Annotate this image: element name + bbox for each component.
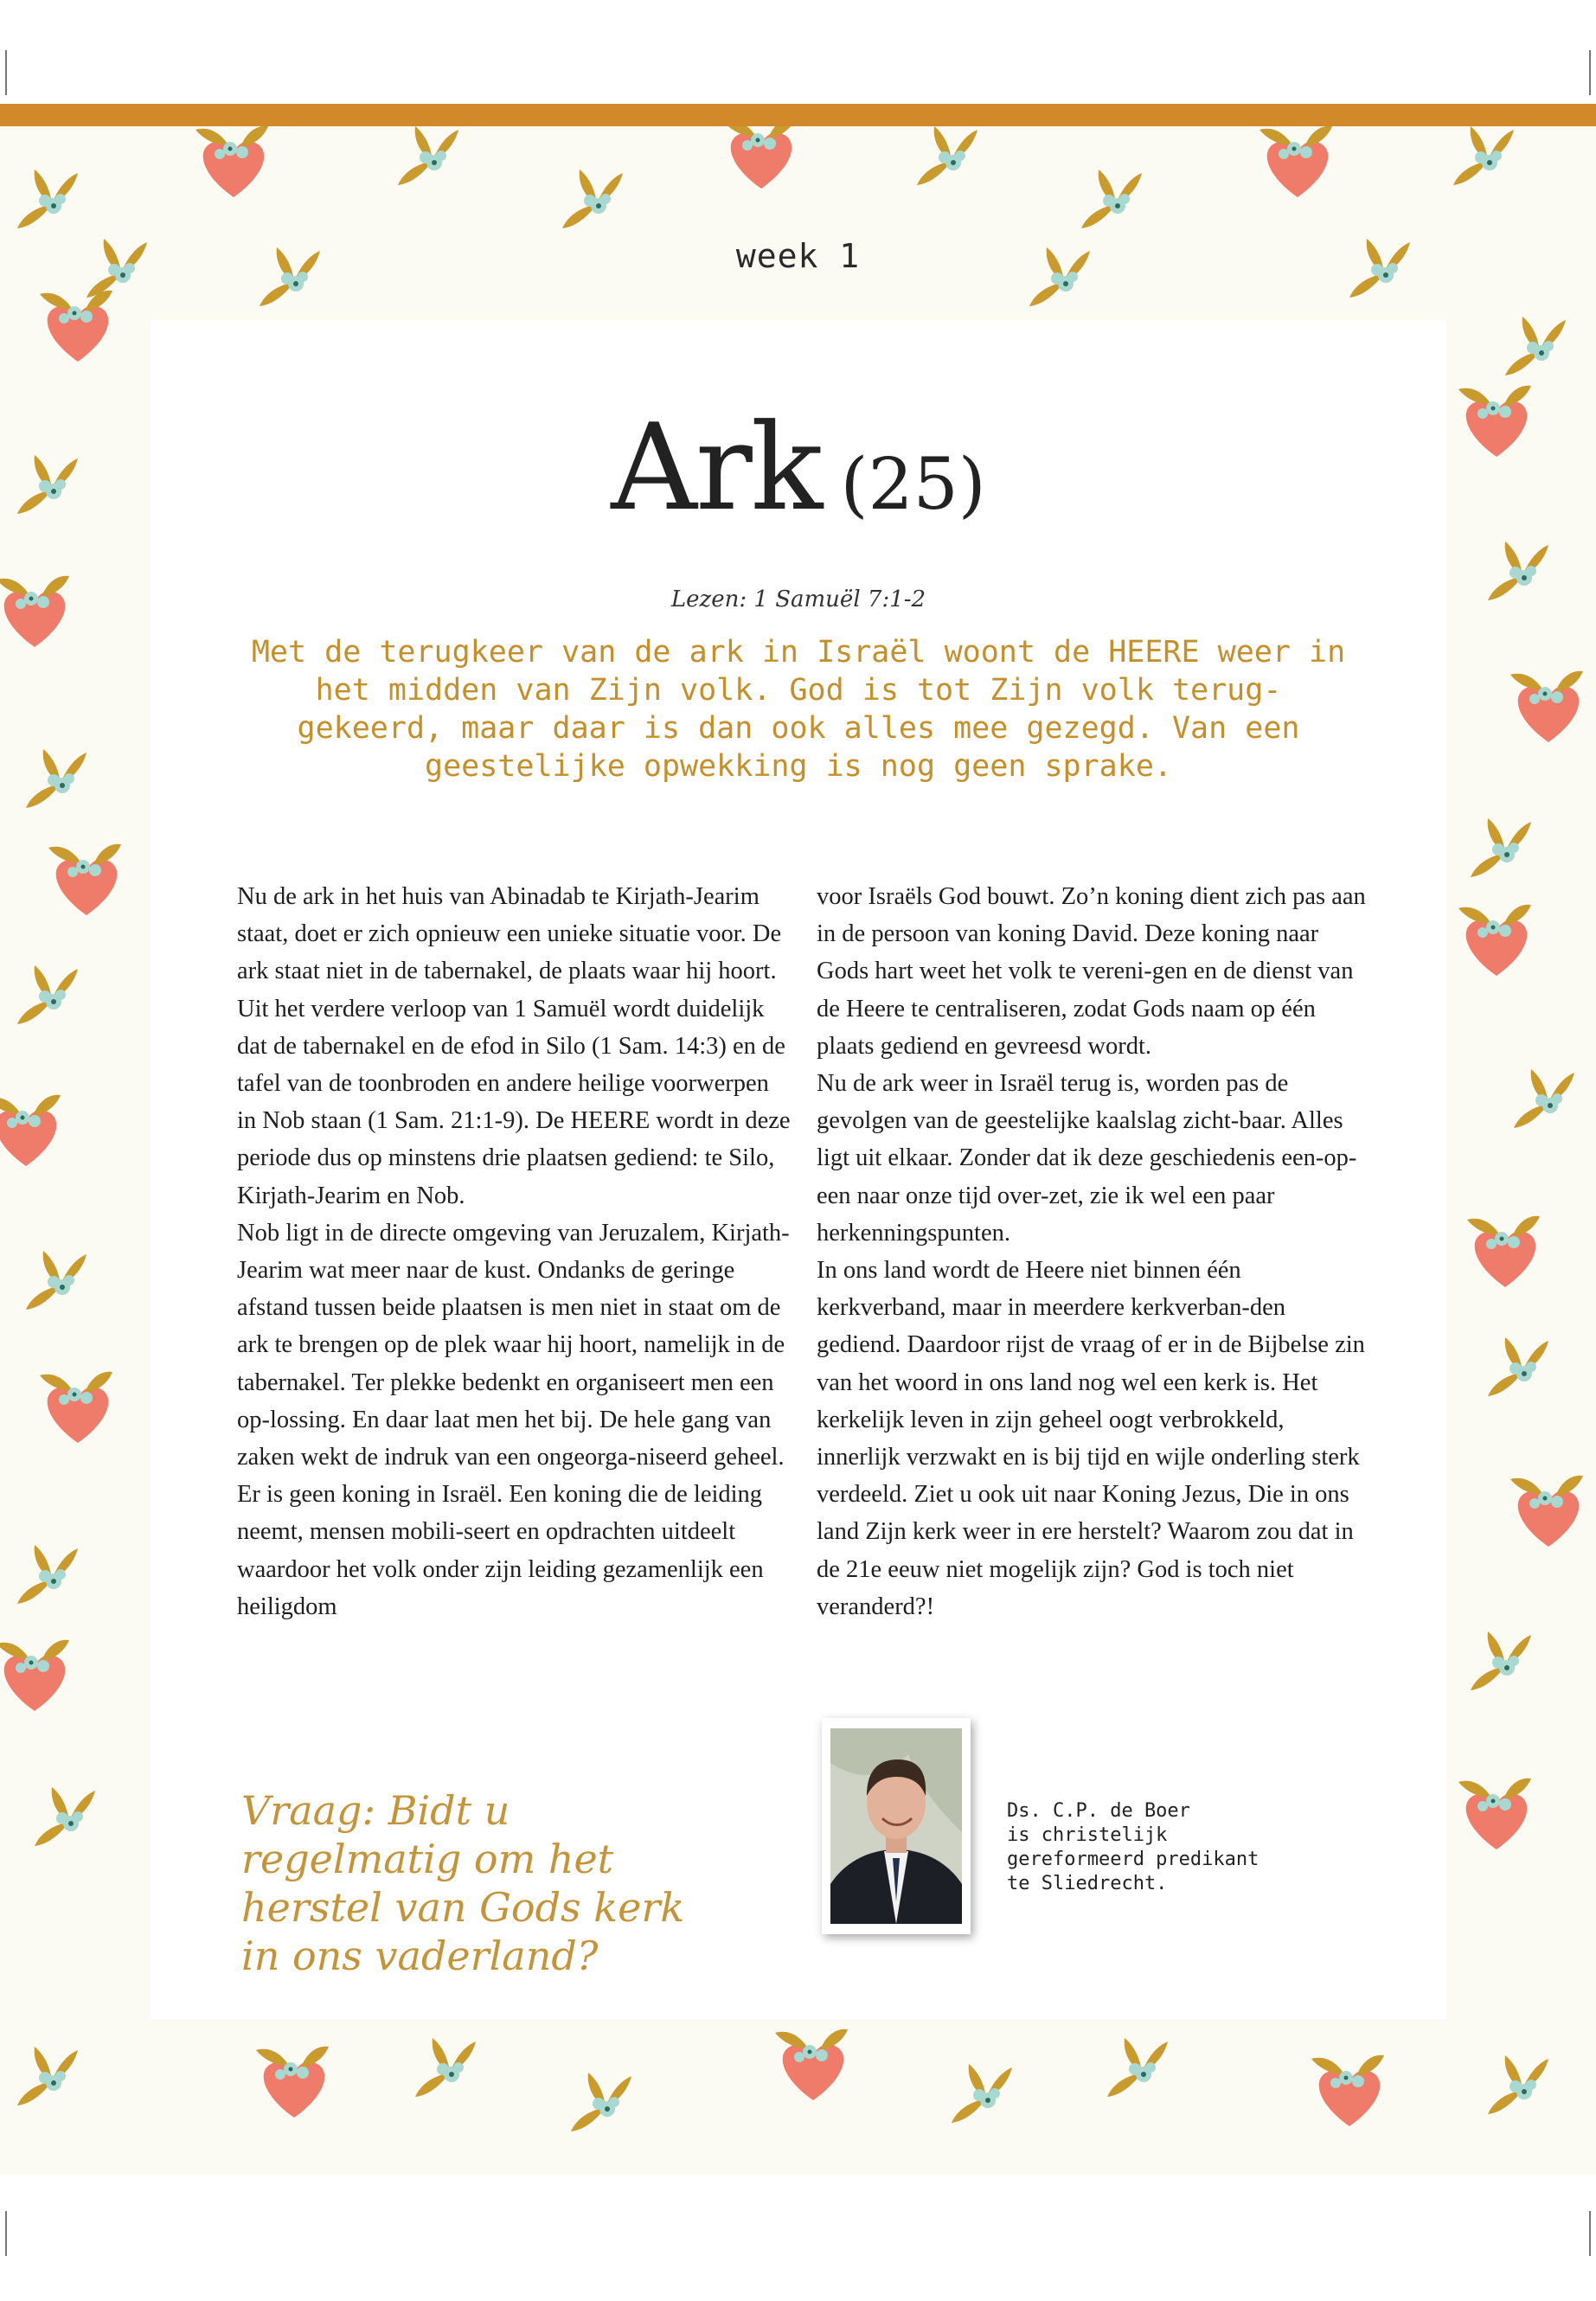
body-paragraph: voor Israëls God bouwt. Zo’n koning dient zich pas aan in de persoon van koning David. Deze koning naar Gods hart weet het volk te vereni-gen en de dienst van de Heere te centraliseren, zodat Gods naam op één plaats gediend en gevreesd wordt. [817,883,1366,1060]
content-card [151,320,1446,2020]
crop-mark-top-right [1589,50,1591,95]
body-paragraph: Nob ligt in de directe omgeving van Jeruzalem, Kirjath-Jearim wat meer naar de kust. Ondanks de geringe afstand tussen beide plaatsen is men niet in staat om de ark te brengen op de plek waar hij hoort, namelijk in de tabernakel. Ter plekke bedenkt en organiseert men een op-lossing. En daar laat men het bij. De hele gang van zaken wekt de indruk van een ongeorga-niseerd geheel. Er is geen koning in Israël. Een koning die de leiding neemt, mensen mobili-seert en opdrachten uitdeelt waardoor het volk onder zijn leiding gezamenlijk een heiligdom [237,1219,790,1620]
body-paragraph: In ons land wordt de Heere niet binnen één kerkverband, maar in meerdere kerkverban-den gediend. Daardoor rijst de vraag of er in de Bijbelse zin van het woord in ons land nog wel een kerk is. Het kerkelijk leven in zijn geheel oogt verbrokkeld, innerlijk verzwakt en is bij tijd en wijle onderling sterk verdeeld. Ziet u ook uit naar Koning Jezus, Die in ons land Zijn kerk weer in ere herstelt? Waarom zou dat in de 21e eeuw niet mogelijk zijn? God is toch niet veranderd?! [817,1257,1365,1620]
lead-paragraph: Met de terugkeer van de ark in Israël woont de HEERE weer in het midden van Zijn volk. God is tot Zijn volk terug-gekeerd, maar daar is dan ook alles mee gezegd. Van een geestelijke opwekking is nog geen sprake. [251,635,1346,784]
author-bio-line: te Sliedrecht. [1007,1873,1168,1894]
left-text-column [237,878,791,1625]
page-title [151,398,1446,537]
author-bio [1007,1799,1318,1896]
title-number: (25) [840,444,986,526]
crop-mark-bottom-right [1589,2211,1591,2256]
top-accent-bar [0,104,1596,126]
body-paragraph: Nu de ark in het huis van Abinadab te Kirjath-Jearim staat, doet er zich opnieuw een unieke situatie voor. De ark staat niet in de tabernakel, de plaats waar hij hoort. Uit het verdere verloop van 1 Samuël wordt duidelijk dat de tabernakel en de efod in Silo (1 Sam. 14:3) en de tafel van de toonbroden en andere heilige voorwerpen in Nob staan (1 Sam. 21:1-9). De HEERE wordt in deze periode dus op minstens drie plaatsen gediend: te Silo, Kirjath-Jearim en Nob. [237,883,791,1209]
author-photo-frame [822,1718,971,1934]
author-name: Ds. C.P. de Boer [1007,1800,1190,1822]
week-label: week 1 [735,237,861,275]
body-paragraph: Nu de ark weer in Israël terug is, worden pas de gevolgen van de geestelijke kaalslag zicht-baar. Alles ligt uit elkaar. Zonder dat ik deze geschiedenis een-op-een naar onze tijd over-zet, zie ik wel een paar herkenningspunten. [817,1070,1357,1247]
crop-mark-bottom-left [5,2211,7,2256]
author-portrait [830,1728,962,1924]
title-main: Ark [611,398,822,537]
right-text-column [817,878,1370,1625]
reflection-question: Vraag: Bidt u regelmatig om het herstel van Gods kerk in ons vaderland? [241,1787,685,1979]
crop-mark-top-left [5,50,7,95]
author-bio-line: gereformeerd predikant [1007,1849,1259,1870]
author-bio-line: is christelijk [1007,1824,1168,1846]
reading-reference: Lezen: 1 Samuël 7:1-2 [670,586,926,612]
